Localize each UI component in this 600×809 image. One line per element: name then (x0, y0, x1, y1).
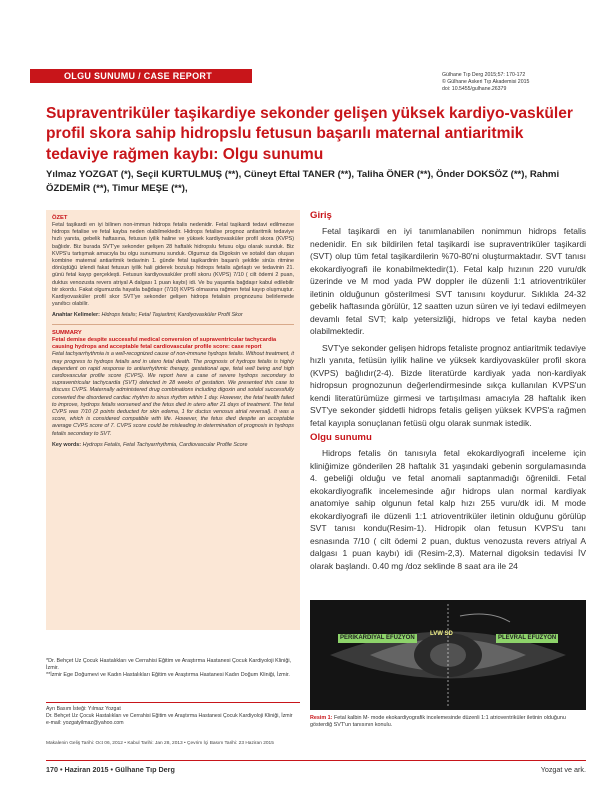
affiliation-footnotes (46, 658, 300, 680)
journal-doi: doi: 10.5455/gulhane.26379 (442, 86, 507, 93)
page-footer (46, 760, 586, 774)
giris-paragraph-1: Fetal taşikardi en iyi tanımlanabilen nonimmun hidrops fetalis nedenidir. En sık bildirilen fetal taşikardi ise supraventriküler taşikardi (SVT) olup tüm fetal taşikardilerin %70-80'ni oluşturmaktadır. SVT tanısı ekokardiyografi ile konabilmektedir(1). Fetal kalp hızının 220 vuru/dk üzerinde ve M mod yada PW doppler ile düzenli 1:1 atrioventriküler iletinin olduğunun gösterilmesi SVT tanısını koydurur. Sıklıkla 24-32 gebelik haftasında görülür, 12 saatten uzun süren ve iyi tedavi edilmeyen devamlı fetal SVT; kalp yetersizliği, hidrops ve fetal kayba neden olabilmektedir. (310, 226, 586, 336)
pleural-effusion-label: PLEVRAL EFÜZYON (498, 635, 557, 641)
anahtar-text: Hidrops fetalis; Fetal Taşiaritmi; Kardiyovasküler Profil Skor (101, 312, 243, 319)
summary-title: Fetal demise despite successful medical conversion of supraventricular tachycardia causing hydrops and acceptable fetal cardiovascular profile score: case report (52, 336, 277, 351)
footer-page-info: 170 • Haziran 2015 • Gülhane Tıp Derg (46, 765, 175, 774)
echocardiography-figure (310, 600, 586, 710)
giris-paragraph-2: SVT'ye sekonder gelişen hidrops fetaliste prognoz antiaritmik tedaviye hızlı yanıta, fetüsün iyilik haline ve yüksek kardiyovasküler profil skora (KVPS) bağlıdır(2-4). Bizde literatürde kardiyak yada non-kardiyak hidropsun prognozunun değerlendirmesinde sıkça kullanılan KVPS'un kendi literatürümüze girmesi ve tartışılması amacıyla 28 haftalık iken SVT'ye sekonder şiddetli hidrops fetalis gelişen yüksek KVPS'a rağmen fetal kayıpla sonuçlanan fetüsü olgu olarak sunmak istedik. (310, 342, 586, 428)
lvw-label: LVW SD (430, 631, 453, 637)
giris-heading: Giriş (310, 210, 332, 221)
key-words (52, 442, 294, 449)
abstract-divider (52, 324, 294, 325)
article-title: Supraventriküler taşikardiye sekonder gelişen yüksek kardiyo-vasküler profil skora sahip hidropslu fetusun başarılı maternal antiaritmik tedaviye rağmen kaybı: Olgu sunumu (46, 105, 573, 163)
footer-running-head: Yozgat ve ark. (540, 765, 586, 774)
footnote-1: *Dr. Behçet Uz Çocuk Hastalıkları ve Cerrahisi Eğitim ve Araştırma Hastanesi Çocuk Kardiyoloji Kliniği, İzmir. (46, 658, 292, 672)
corr-email: e-mail: yozgatyilmaz@yahoo.com (46, 720, 124, 726)
journal-copyright: © Gülhane Askeri Tıp Akademisi 2015 (442, 79, 530, 86)
summary-text: Fetal tachyarrhythmia is a well-recognized cause of non-immune hydrops fetalis. Without treatment, it may progress to hydrops fetalis and in utero fetal death. The prognosis of hydrops fetalis is highly dependent on rapid response to antiarrhythmic therapy, gestational age, fetal well being and high cardiovascular profile score (CVPS). We report here a case of severe hydrops secondary to supraventricular tachycardia (SVT) detected in 28 weeks of gestation. We presented this case to discuss CVPS. Maternally administered drug combinations including digoxin and sotalol successfully converted the disordered cardiac rhythm to sinus rhythm within 1 day. However, the fetal health failed to improve, hydrops fetalis worsened and the fetus died in utero after 21 days of treatment. The fetal CVPS was 7/10 (2 points deducted for skin edema, 1 for ductus venosus atrial reversal). It was a score, which is considered compatible with life. However, the fetus died despite an acceptable average CVPS score of 7. CVPS score could be misleading in determination of prognosis in hydrops fetalis secondary to SVT. (52, 351, 294, 437)
summary-label: SUMMARY (52, 329, 82, 336)
author-list: Yılmaz YOZGAT (*), Seçil KURTULMUŞ (**), Cüneyt Eftal TANER (**), Taliha ÖNER (**), Önder DOKSÖZ (**), Rahmi ÖZDEMİR (**), Timur MEŞE (**), (46, 169, 560, 194)
abstract-box (46, 210, 300, 630)
journal-citation: Gülhane Tıp Derg 2015;57: 170-172 (442, 72, 526, 78)
article-dates: Makalenin Geliş Tarihi: Oct 06, 2012 • Kabul Tarihi: Jan 28, 2013 • Çevrim İçi Basım Tarihi: 23 Haziran 2015 (46, 741, 274, 746)
olgu-paragraph-1: Hidrops fetalis ön tanısıyla fetal ekokardiyografi inceleme için kliniğimize gönderilen 28 haftalık 31 yaşındaki gebenin sorgulamasında 4. gebeliği olduğu ve fetal anomali saptanmadığı öğrenildi. Fetal ekokardiyografik incelemesinde ağır hidrops ulan normal kardiyak anatomiye sahip olgunun fetal kalp hızı 255 vuru/dk idi. M mode ekokardiyografi ile düzenli 1:1 atrioventriküler iletinin olduğunu görülüp SVT tanısı kondu(Resim-1). Hidropik olan fetusun KVPS'u tanı esnasında 7/10 ( cilt ödemi 2 puan, duktus venozusta revers atriyal A dalgası 1 puan kaybı) idi (Resim-2,3). Maternal digoksin tedavisi İV olarak başlandı. 0.40 mg /doz seklinde 8 saat ara ile 24 (310, 448, 586, 571)
ozet-text: Fetal taşikardi en iyi bilinen non-immun hidrops fetalis nedenidir. Fetal taşikardi tedavi edilmezse hidrops fetalise ve fetal kayba neden olabilmektedir. Hidrops fetalise prognoz antiaritmik tedaviye hızlı yanıta, gebelik haftasına, fetusun iyilik haline ve yüksek kardiyovasküler profil skora (KVPS) bağlıdır. Biz burada SVT'ye sekonder gelişen 28 haftalık hidropslu fetusu olgu olarak sunduk. Biz KVPS'u tartışmak amacıyla bu olgu sunumunu sunduk. Olgumuz da Digoksin ve sotalol dan oluşan kombine maternal antiaritmik tedavinin 1. günde fetal taşikardinin başarılı şekilde sinüs ritmine dönüştüğü izlendi fakat fetusun iyilik hali giderek bozulup hidrops fetalis ağırlaştı ve tedavinin 21. günü fetal kayıp gerçekleşti. Fetusun kardiyovasküler profil skoru (KVPS) 7/10 ( cilt ödemi 2 puan, duktus venozusta revers atriyal A dalgası 1 puan kaybı) idi. Ve bu yaşamla bağdaşır kabul edilebilir bir skordu. Fakat olgumuzda hayatla bağdaşır (7/10) KVPS olmasına rağmen fetal kayıp oluşmuştur. Kardiyovasküler profil skor SVT'ye sekonder gelişen hidrops fetalisin prognozunu belirlemede yanıltıcı olabilir. (52, 222, 294, 308)
olgu-section (310, 432, 586, 572)
article-type-banner: OLGU SUNUMU / CASE REPORT (30, 69, 252, 83)
keywords-label: Key words: (52, 441, 82, 448)
giris-section (310, 210, 586, 429)
corr-line-1: Ayrı Basım İsteği: Yılmaz Yozgat (46, 706, 121, 712)
pericardial-effusion-label: PERİKARDİYAL EFÜZYON (340, 635, 415, 641)
figure-caption (310, 715, 586, 730)
correspondence (46, 702, 300, 727)
caption-text: Fetal kalbin M- mode ekokardiyografik incelemesinde düzenli 1:1 atrioventriküler iletinin olduğunu gösterdiğ SVT'un tanısının konulu. (310, 715, 566, 729)
ozet-label: ÖZET (52, 215, 68, 221)
anahtar-kelimeler (52, 312, 294, 319)
corr-line-2: Dr. Behçet Uz Çocuk Hastalıkları ve Cerrahisi Eğitim ve Araştırma Hastanesi Çocuk Kardiyoloji Kliniği, İzmir (46, 713, 293, 719)
journal-info (442, 72, 582, 94)
keywords-text: Hydrops Fetalis, Fetal Tachyarrhythmia, Cardiovascular Profile Score (82, 441, 248, 448)
footnote-2: **İzmir Ege Doğumevi ve Kadın Hastalıkları Eğitim ve Araştırma Hastanesi Kadın Doğum Kliniği, İzmir. (46, 672, 290, 679)
olgu-heading: Olgu sunumu (310, 432, 372, 443)
anahtar-label: Anahtar Kelimeler: (52, 312, 100, 319)
ultrasound-image (310, 600, 586, 710)
caption-label: Resim 1: (310, 715, 333, 721)
